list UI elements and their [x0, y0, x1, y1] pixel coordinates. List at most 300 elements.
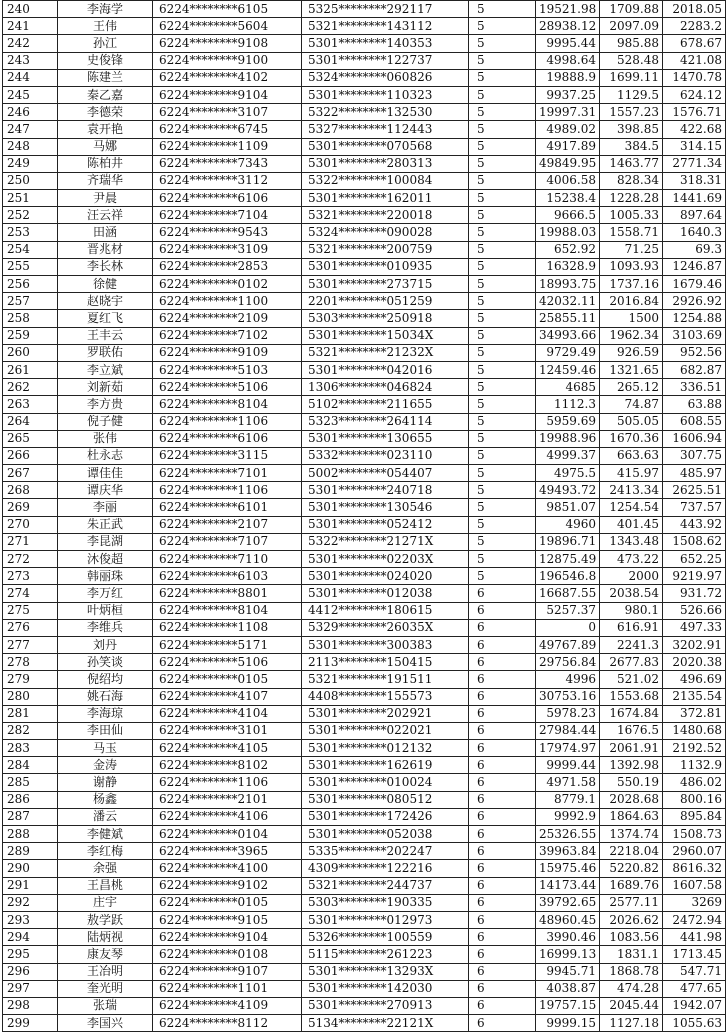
name-cell: 徐健 [58, 276, 153, 293]
table-row [3, 310, 726, 327]
card-number-cell: 6224********6745 [153, 121, 302, 138]
amount-cell: 1246.87 [663, 258, 726, 275]
table-row [3, 929, 726, 946]
table-row [3, 447, 726, 464]
level-cell: 5 [469, 551, 536, 568]
level-cell: 5 [469, 138, 536, 155]
row-number-cell: 299 [3, 1015, 58, 1032]
row-number-cell: 245 [3, 86, 58, 103]
row-number-cell: 250 [3, 172, 58, 189]
id-number-cell: 5301********052412 [302, 516, 469, 533]
level-cell: 6 [469, 671, 536, 688]
card-number-cell: 6224********1106 [153, 413, 302, 430]
card-number-cell: 6224********7101 [153, 465, 302, 482]
card-number-cell: 6224********9105 [153, 911, 302, 928]
amount-cell: 1709.88 [600, 1, 663, 18]
amount-cell: 1321.65 [600, 361, 663, 378]
amount-cell: 1674.84 [600, 705, 663, 722]
id-number-cell: 5301********13293X [302, 963, 469, 980]
amount-cell: 49493.72 [536, 482, 600, 499]
id-number-cell: 5301********162011 [302, 190, 469, 207]
amount-cell: 1640.3 [663, 224, 726, 241]
card-number-cell: 6224********3109 [153, 241, 302, 258]
amount-cell: 4917.89 [536, 138, 600, 155]
card-number-cell: 6224********0108 [153, 946, 302, 963]
amount-cell: 521.02 [600, 671, 663, 688]
id-number-cell: 5301********010935 [302, 258, 469, 275]
amount-cell: 1392.98 [600, 757, 663, 774]
id-number-cell: 5301********122737 [302, 52, 469, 69]
row-number-cell: 291 [3, 877, 58, 894]
amount-cell: 71.25 [600, 241, 663, 258]
row-number-cell: 284 [3, 757, 58, 774]
amount-cell: 1441.69 [663, 190, 726, 207]
table-row [3, 963, 726, 980]
table-row [3, 121, 726, 138]
amount-cell: 2000 [600, 568, 663, 585]
name-cell: 李昆湖 [58, 533, 153, 550]
level-cell: 6 [469, 929, 536, 946]
amount-cell: 528.48 [600, 52, 663, 69]
card-number-cell: 6224********8104 [153, 602, 302, 619]
row-number-cell: 285 [3, 774, 58, 791]
amount-cell: 401.45 [600, 516, 663, 533]
amount-cell: 1558.71 [600, 224, 663, 241]
id-number-cell: 5335********202247 [302, 843, 469, 860]
amount-cell: 485.97 [663, 465, 726, 482]
amount-cell: 931.72 [663, 585, 726, 602]
amount-cell: 196546.8 [536, 568, 600, 585]
name-cell: 王冶明 [58, 963, 153, 980]
row-number-cell: 247 [3, 121, 58, 138]
level-cell: 5 [469, 344, 536, 361]
id-number-cell: 5301********273715 [302, 276, 469, 293]
amount-cell: 800.16 [663, 791, 726, 808]
table-row [3, 722, 726, 739]
row-number-cell: 292 [3, 894, 58, 911]
name-cell: 刘新茹 [58, 379, 153, 396]
amount-cell: 9995.44 [536, 35, 600, 52]
row-number-cell: 283 [3, 740, 58, 757]
name-cell: 韩丽珠 [58, 568, 153, 585]
amount-cell: 19888.9 [536, 69, 600, 86]
row-number-cell: 289 [3, 843, 58, 860]
level-cell: 6 [469, 619, 536, 636]
row-number-cell: 275 [3, 602, 58, 619]
name-cell: 李方贵 [58, 396, 153, 413]
amount-cell: 12875.49 [536, 551, 600, 568]
level-cell: 5 [469, 69, 536, 86]
card-number-cell: 6224********3965 [153, 843, 302, 860]
row-number-cell: 281 [3, 705, 58, 722]
name-cell: 王丰云 [58, 327, 153, 344]
level-cell: 6 [469, 980, 536, 997]
row-number-cell: 258 [3, 310, 58, 327]
row-number-cell: 257 [3, 293, 58, 310]
amount-cell: 1508.62 [663, 533, 726, 550]
card-number-cell: 6224********6101 [153, 499, 302, 516]
row-number-cell: 248 [3, 138, 58, 155]
amount-cell: 16999.13 [536, 946, 600, 963]
amount-cell: 4971.58 [536, 774, 600, 791]
amount-cell: 17974.97 [536, 740, 600, 757]
id-number-cell: 5303********250918 [302, 310, 469, 327]
id-number-cell: 5301********130546 [302, 499, 469, 516]
amount-cell: 421.08 [663, 52, 726, 69]
amount-cell: 2045.44 [600, 997, 663, 1014]
row-number-cell: 260 [3, 344, 58, 361]
amount-cell: 1670.36 [600, 430, 663, 447]
row-number-cell: 266 [3, 447, 58, 464]
card-number-cell: 6224********8112 [153, 1015, 302, 1032]
amount-cell: 980.1 [600, 602, 663, 619]
card-number-cell: 6224********8104 [153, 396, 302, 413]
level-cell: 6 [469, 722, 536, 739]
level-cell: 5 [469, 104, 536, 121]
row-number-cell: 255 [3, 258, 58, 275]
table-row [3, 808, 726, 825]
table-row [3, 465, 726, 482]
id-number-cell: 5134********22121X [302, 1015, 469, 1032]
card-number-cell: 6224********3115 [153, 447, 302, 464]
amount-cell: 547.71 [663, 963, 726, 980]
level-cell: 5 [469, 568, 536, 585]
name-cell: 敖学跃 [58, 911, 153, 928]
id-number-cell: 4309********122216 [302, 860, 469, 877]
name-cell: 杜永志 [58, 447, 153, 464]
id-number-cell: 5326********100559 [302, 929, 469, 946]
level-cell: 6 [469, 705, 536, 722]
table-row [3, 104, 726, 121]
name-cell: 奎光明 [58, 980, 153, 997]
row-number-cell: 251 [3, 190, 58, 207]
amount-cell: 1254.88 [663, 310, 726, 327]
table-row [3, 361, 726, 378]
row-number-cell: 244 [3, 69, 58, 86]
table-row [3, 997, 726, 1014]
level-cell: 6 [469, 636, 536, 653]
id-number-cell: 5301********280313 [302, 155, 469, 172]
level-cell: 6 [469, 946, 536, 963]
card-number-cell: 6224********1108 [153, 619, 302, 636]
card-number-cell: 6224********2101 [153, 791, 302, 808]
amount-cell: 663.63 [600, 447, 663, 464]
card-number-cell: 6224********1106 [153, 482, 302, 499]
amount-cell: 19896.71 [536, 533, 600, 550]
amount-cell: 2577.11 [600, 894, 663, 911]
id-number-cell: 5301********010024 [302, 774, 469, 791]
row-number-cell: 293 [3, 911, 58, 928]
id-number-cell: 2201********051259 [302, 293, 469, 310]
amount-cell: 2283.2 [663, 18, 726, 35]
amount-cell: 4996 [536, 671, 600, 688]
card-number-cell: 6224********5103 [153, 361, 302, 378]
card-number-cell: 6224********5171 [153, 636, 302, 653]
row-number-cell: 288 [3, 826, 58, 843]
row-number-cell: 278 [3, 654, 58, 671]
card-number-cell: 6224********9108 [153, 35, 302, 52]
name-cell: 倪子健 [58, 413, 153, 430]
name-cell: 李海学 [58, 1, 153, 18]
table-row [3, 688, 726, 705]
level-cell: 6 [469, 808, 536, 825]
table-row [3, 396, 726, 413]
amount-cell: 1699.11 [600, 69, 663, 86]
name-cell: 赵晓宇 [58, 293, 153, 310]
amount-cell: 49767.89 [536, 636, 600, 653]
card-number-cell: 6224********2853 [153, 258, 302, 275]
amount-cell: 9999.44 [536, 757, 600, 774]
table-row [3, 172, 726, 189]
amount-cell: 9729.49 [536, 344, 600, 361]
table-row [3, 35, 726, 52]
table-row [3, 894, 726, 911]
amount-cell: 682.87 [663, 361, 726, 378]
table-row [3, 551, 726, 568]
table-body [3, 1, 726, 1032]
level-cell: 6 [469, 585, 536, 602]
amount-cell: 42032.11 [536, 293, 600, 310]
amount-cell: 9666.5 [536, 207, 600, 224]
level-cell: 5 [469, 155, 536, 172]
name-cell: 陈建兰 [58, 69, 153, 86]
amount-cell: 926.59 [600, 344, 663, 361]
id-number-cell: 5301********130655 [302, 430, 469, 447]
amount-cell: 265.12 [600, 379, 663, 396]
table-row [3, 86, 726, 103]
amount-cell: 19988.96 [536, 430, 600, 447]
amount-cell: 1374.74 [600, 826, 663, 843]
level-cell: 6 [469, 757, 536, 774]
amount-cell: 39963.84 [536, 843, 600, 860]
amount-cell: 49849.95 [536, 155, 600, 172]
name-cell: 谢静 [58, 774, 153, 791]
level-cell: 5 [469, 1, 536, 18]
name-cell: 李立斌 [58, 361, 153, 378]
name-cell: 史俊锋 [58, 52, 153, 69]
level-cell: 5 [469, 361, 536, 378]
id-number-cell: 5301********070568 [302, 138, 469, 155]
id-number-cell: 5321********220018 [302, 207, 469, 224]
table-row [3, 740, 726, 757]
name-cell: 潘云 [58, 808, 153, 825]
level-cell: 6 [469, 963, 536, 980]
name-cell: 汪云祥 [58, 207, 153, 224]
level-cell: 6 [469, 843, 536, 860]
card-number-cell: 6224********6106 [153, 430, 302, 447]
id-number-cell: 5301********012132 [302, 740, 469, 757]
name-cell: 张瑞 [58, 997, 153, 1014]
row-number-cell: 286 [3, 791, 58, 808]
amount-cell: 5257.37 [536, 602, 600, 619]
card-number-cell: 6224********5106 [153, 379, 302, 396]
amount-cell: 2960.07 [663, 843, 726, 860]
row-number-cell: 261 [3, 361, 58, 378]
amount-cell: 2241.3 [600, 636, 663, 653]
amount-cell: 4999.37 [536, 447, 600, 464]
card-number-cell: 6224********9543 [153, 224, 302, 241]
name-cell: 秦乙嘉 [58, 86, 153, 103]
card-number-cell: 6224********2109 [153, 310, 302, 327]
card-number-cell: 6224********3101 [153, 722, 302, 739]
id-number-cell: 5322********100084 [302, 172, 469, 189]
amount-cell: 398.85 [600, 121, 663, 138]
card-number-cell: 6224********8102 [153, 757, 302, 774]
id-number-cell: 5301********172426 [302, 808, 469, 825]
card-number-cell: 6224********0105 [153, 671, 302, 688]
name-cell: 孙江 [58, 35, 153, 52]
name-cell: 袁开艳 [58, 121, 153, 138]
name-cell: 李德荣 [58, 104, 153, 121]
id-number-cell: 5322********132530 [302, 104, 469, 121]
amount-cell: 2026.62 [600, 911, 663, 928]
amount-cell: 314.15 [663, 138, 726, 155]
amount-cell: 1005.33 [600, 207, 663, 224]
amount-cell: 2061.91 [600, 740, 663, 757]
name-cell: 李丽 [58, 499, 153, 516]
id-number-cell: 5321********200759 [302, 241, 469, 258]
card-number-cell: 6224********9109 [153, 344, 302, 361]
card-number-cell: 6224********6106 [153, 190, 302, 207]
amount-cell: 1713.45 [663, 946, 726, 963]
amount-cell: 1500 [600, 310, 663, 327]
card-number-cell: 6224********9107 [153, 963, 302, 980]
amount-cell: 30753.16 [536, 688, 600, 705]
card-number-cell: 6224********4106 [153, 808, 302, 825]
amount-cell: 12459.46 [536, 361, 600, 378]
card-number-cell: 6224********7343 [153, 155, 302, 172]
row-number-cell: 259 [3, 327, 58, 344]
id-number-cell: 5321********191511 [302, 671, 469, 688]
level-cell: 5 [469, 172, 536, 189]
level-cell: 5 [469, 516, 536, 533]
id-number-cell: 5301********080512 [302, 791, 469, 808]
amount-cell: 678.67 [663, 35, 726, 52]
name-cell: 李万红 [58, 585, 153, 602]
name-cell: 孙笑谈 [58, 654, 153, 671]
id-number-cell: 5321********21232X [302, 344, 469, 361]
level-cell: 5 [469, 447, 536, 464]
amount-cell: 624.12 [663, 86, 726, 103]
amount-cell: 27984.44 [536, 722, 600, 739]
card-number-cell: 6224********1106 [153, 774, 302, 791]
amount-cell: 8616.32 [663, 860, 726, 877]
table-row [3, 636, 726, 653]
card-number-cell: 6224********1100 [153, 293, 302, 310]
name-cell: 晋兆材 [58, 241, 153, 258]
card-number-cell: 6224********4109 [153, 997, 302, 1014]
level-cell: 5 [469, 35, 536, 52]
row-number-cell: 279 [3, 671, 58, 688]
amount-cell: 1607.58 [663, 877, 726, 894]
amount-cell: 2677.83 [600, 654, 663, 671]
id-number-cell: 5301********15034X [302, 327, 469, 344]
amount-cell: 16687.55 [536, 585, 600, 602]
row-number-cell: 297 [3, 980, 58, 997]
row-number-cell: 252 [3, 207, 58, 224]
name-cell: 李健斌 [58, 826, 153, 843]
amount-cell: 16328.9 [536, 258, 600, 275]
id-number-cell: 5301********022021 [302, 722, 469, 739]
table-row [3, 413, 726, 430]
id-number-cell: 5327********112443 [302, 121, 469, 138]
card-number-cell: 6224********4107 [153, 688, 302, 705]
row-number-cell: 242 [3, 35, 58, 52]
amount-cell: 5978.23 [536, 705, 600, 722]
id-number-cell: 5002********054407 [302, 465, 469, 482]
amount-cell: 608.55 [663, 413, 726, 430]
amount-cell: 2020.38 [663, 654, 726, 671]
card-number-cell: 6224********0105 [153, 894, 302, 911]
amount-cell: 3202.91 [663, 636, 726, 653]
amount-cell: 34993.66 [536, 327, 600, 344]
amount-cell: 5220.82 [600, 860, 663, 877]
row-number-cell: 264 [3, 413, 58, 430]
row-number-cell: 265 [3, 430, 58, 447]
row-number-cell: 246 [3, 104, 58, 121]
level-cell: 5 [469, 258, 536, 275]
id-number-cell: 1306********046824 [302, 379, 469, 396]
card-number-cell: 6224********6103 [153, 568, 302, 585]
amount-cell: 1679.46 [663, 276, 726, 293]
id-number-cell: 4412********180615 [302, 602, 469, 619]
table-row [3, 52, 726, 69]
amount-cell: 4960 [536, 516, 600, 533]
amount-cell: 1343.48 [600, 533, 663, 550]
id-number-cell: 2113********150415 [302, 654, 469, 671]
amount-cell: 497.33 [663, 619, 726, 636]
amount-cell: 29756.84 [536, 654, 600, 671]
amount-cell: 441.98 [663, 929, 726, 946]
row-number-cell: 273 [3, 568, 58, 585]
amount-cell: 415.97 [600, 465, 663, 482]
row-number-cell: 270 [3, 516, 58, 533]
amount-cell: 1254.54 [600, 499, 663, 516]
name-cell: 田涵 [58, 224, 153, 241]
name-cell: 叶炳桓 [58, 602, 153, 619]
amount-cell: 1606.94 [663, 430, 726, 447]
table-row [3, 654, 726, 671]
table-row [3, 499, 726, 516]
amount-cell: 1737.16 [600, 276, 663, 293]
name-cell: 朱正武 [58, 516, 153, 533]
amount-cell: 2413.34 [600, 482, 663, 499]
row-number-cell: 249 [3, 155, 58, 172]
amount-cell: 2926.92 [663, 293, 726, 310]
name-cell: 康友琴 [58, 946, 153, 963]
amount-cell: 1127.18 [600, 1015, 663, 1032]
id-number-cell: 5321********244737 [302, 877, 469, 894]
amount-cell: 25855.11 [536, 310, 600, 327]
table-row [3, 327, 726, 344]
card-number-cell: 6224********7104 [153, 207, 302, 224]
row-number-cell: 272 [3, 551, 58, 568]
name-cell: 陆炳视 [58, 929, 153, 946]
level-cell: 5 [469, 413, 536, 430]
amount-cell: 474.28 [600, 980, 663, 997]
name-cell: 李红梅 [58, 843, 153, 860]
amount-cell: 422.68 [663, 121, 726, 138]
amount-cell: 952.56 [663, 344, 726, 361]
id-number-cell: 5332********023110 [302, 447, 469, 464]
amount-cell: 496.69 [663, 671, 726, 688]
amount-cell: 1868.78 [600, 963, 663, 980]
amount-cell: 526.66 [663, 602, 726, 619]
name-cell: 尹晨 [58, 190, 153, 207]
id-number-cell: 4408********155573 [302, 688, 469, 705]
id-number-cell: 5301********202921 [302, 705, 469, 722]
name-cell: 谭佳佳 [58, 465, 153, 482]
